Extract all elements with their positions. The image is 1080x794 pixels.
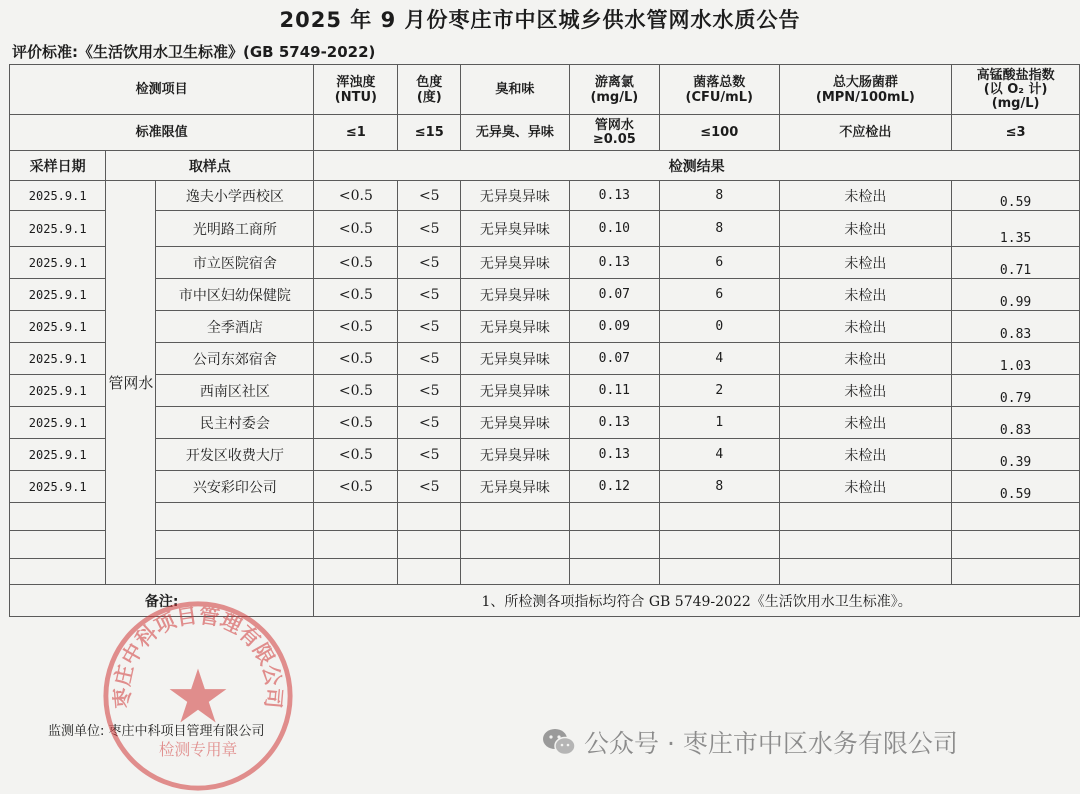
empty-cell <box>659 559 779 585</box>
row-date: 2025.9.1 <box>10 343 106 375</box>
header-permanganate: 高锰酸盐指数 (以 O₂ 计) (mg/L) <box>952 65 1080 115</box>
row-chlorine: 0.11 <box>569 375 659 407</box>
row-date: 2025.9.1 <box>10 439 106 471</box>
row-odor: 无异臭异味 <box>461 211 570 247</box>
row-color: <5 <box>398 181 461 211</box>
row-chlorine: 0.07 <box>569 343 659 375</box>
water-quality-table <box>9 64 1080 617</box>
row-color: <5 <box>398 375 461 407</box>
table-row <box>10 211 1080 247</box>
row-coliform: 未检出 <box>779 311 952 343</box>
row-chlorine: 0.10 <box>569 211 659 247</box>
row-bacteria: 4 <box>659 439 779 471</box>
row-permanganate: 1.35 <box>952 211 1080 247</box>
empty-cell <box>156 531 314 559</box>
row-coliform: 未检出 <box>779 471 952 503</box>
empty-cell <box>569 531 659 559</box>
row-date: 2025.9.1 <box>10 211 106 247</box>
empty-cell <box>398 559 461 585</box>
row-chlorine: 0.09 <box>569 311 659 343</box>
limits-label: 标准限值 <box>10 115 314 151</box>
row-turbidity: <0.5 <box>314 439 398 471</box>
row-color: <5 <box>398 311 461 343</box>
row-chlorine: 0.13 <box>569 247 659 279</box>
row-bacteria: 6 <box>659 247 779 279</box>
limit-turbidity: ≤1 <box>314 115 398 151</box>
row-coliform: 未检出 <box>779 279 952 311</box>
row-odor: 无异臭异味 <box>461 247 570 279</box>
pipe-water-label: 管网水 <box>106 181 156 585</box>
row-permanganate: 0.99 <box>952 279 1080 311</box>
subheader-date: 采样日期 <box>10 151 106 181</box>
empty-cell <box>952 531 1080 559</box>
seal-text: 枣庄中科项目管理有限公司 <box>109 603 287 710</box>
page-title: 2025 年 9 月份枣庄市中区城乡供水管网水水质公告 <box>279 8 801 32</box>
limit-color: ≤15 <box>398 115 461 151</box>
row-site: 逸夫小学西校区 <box>156 181 314 211</box>
row-date: 2025.9.1 <box>10 181 106 211</box>
row-odor: 无异臭异味 <box>461 181 570 211</box>
row-site: 兴安彩印公司 <box>156 471 314 503</box>
limit-coliform: 不应检出 <box>779 115 952 151</box>
empty-cell <box>952 503 1080 531</box>
table-row <box>10 407 1080 439</box>
row-permanganate: 1.03 <box>952 343 1080 375</box>
empty-cell <box>10 559 106 585</box>
seal-subtext: 检测专用章 <box>158 739 238 759</box>
row-site: 民主村委会 <box>156 407 314 439</box>
header-coliform: 总大肠菌群 (MPN/100mL) <box>779 65 952 115</box>
limit-bacteria: ≤100 <box>659 115 779 151</box>
empty-cell <box>398 531 461 559</box>
empty-cell <box>156 559 314 585</box>
row-odor: 无异臭异味 <box>461 407 570 439</box>
subheader-results: 检测结果 <box>314 151 1080 181</box>
row-turbidity: <0.5 <box>314 471 398 503</box>
row-color: <5 <box>398 247 461 279</box>
row-site: 公司东郊宿舍 <box>156 343 314 375</box>
row-turbidity: <0.5 <box>314 311 398 343</box>
header-bacteria: 菌落总数 (CFU/mL) <box>659 65 779 115</box>
row-color: <5 <box>398 407 461 439</box>
row-bacteria: 6 <box>659 279 779 311</box>
watermark <box>542 724 958 760</box>
row-color: <5 <box>398 279 461 311</box>
row-site: 全季酒店 <box>156 311 314 343</box>
empty-cell <box>461 559 570 585</box>
subheader-site: 取样点 <box>106 151 314 181</box>
monitor-unit: 监测单位: 枣庄中科项目管理有限公司 <box>48 724 265 739</box>
row-permanganate: 0.39 <box>952 439 1080 471</box>
header-color: 色度 (度) <box>398 65 461 115</box>
empty-cell <box>659 503 779 531</box>
row-date: 2025.9.1 <box>10 471 106 503</box>
empty-row <box>10 503 1080 531</box>
table-row <box>10 375 1080 407</box>
row-odor: 无异臭异味 <box>461 439 570 471</box>
header-turbidity: 浑浊度 (NTU) <box>314 65 398 115</box>
row-coliform: 未检出 <box>779 247 952 279</box>
row-turbidity: <0.5 <box>314 375 398 407</box>
empty-cell <box>461 531 570 559</box>
row-bacteria: 8 <box>659 471 779 503</box>
row-permanganate: 0.83 <box>952 311 1080 343</box>
row-coliform: 未检出 <box>779 375 952 407</box>
empty-cell <box>156 503 314 531</box>
row-odor: 无异臭异味 <box>461 343 570 375</box>
limits-row <box>10 115 1080 151</box>
empty-cell <box>398 503 461 531</box>
table-row <box>10 279 1080 311</box>
row-color: <5 <box>398 343 461 375</box>
row-date: 2025.9.1 <box>10 311 106 343</box>
row-chlorine: 0.13 <box>569 181 659 211</box>
row-color: <5 <box>398 211 461 247</box>
row-chlorine: 0.13 <box>569 439 659 471</box>
row-permanganate: 0.83 <box>952 407 1080 439</box>
svg-text:枣庄中科项目管理有限公司 <box>110 603 286 709</box>
empty-cell <box>314 559 398 585</box>
empty-cell <box>952 559 1080 585</box>
row-coliform: 未检出 <box>779 407 952 439</box>
row-turbidity: <0.5 <box>314 407 398 439</box>
watermark-text: 公众号 · 枣庄市中区水务有限公司 <box>584 729 958 758</box>
row-permanganate: 0.71 <box>952 247 1080 279</box>
notes-label: 备注: <box>10 585 314 617</box>
row-date: 2025.9.1 <box>10 279 106 311</box>
limit-permanganate: ≤3 <box>952 115 1080 151</box>
table-row <box>10 439 1080 471</box>
row-coliform: 未检出 <box>779 439 952 471</box>
empty-cell <box>314 503 398 531</box>
row-turbidity: <0.5 <box>314 247 398 279</box>
row-permanganate: 0.79 <box>952 375 1080 407</box>
wechat-icon <box>542 727 576 757</box>
row-bacteria: 4 <box>659 343 779 375</box>
evaluation-standard: 评价标准:《生活饮用水卫生标准》(GB 5749-2022) <box>12 43 376 61</box>
empty-cell <box>779 503 952 531</box>
empty-cell <box>10 531 106 559</box>
row-chlorine: 0.07 <box>569 279 659 311</box>
empty-cell <box>314 531 398 559</box>
row-turbidity: <0.5 <box>314 279 398 311</box>
row-site: 市中区妇幼保健院 <box>156 279 314 311</box>
limit-odor: 无异臭、异味 <box>461 115 570 151</box>
subheader-row <box>10 151 1080 181</box>
row-bacteria: 1 <box>659 407 779 439</box>
row-chlorine: 0.13 <box>569 407 659 439</box>
empty-cell <box>779 559 952 585</box>
row-turbidity: <0.5 <box>314 211 398 247</box>
row-bacteria: 0 <box>659 311 779 343</box>
row-chlorine: 0.12 <box>569 471 659 503</box>
row-odor: 无异臭异味 <box>461 375 570 407</box>
notes-row <box>10 585 1080 617</box>
official-seal <box>100 598 296 794</box>
empty-row <box>10 559 1080 585</box>
row-bacteria: 2 <box>659 375 779 407</box>
row-bacteria: 8 <box>659 211 779 247</box>
header-row <box>10 65 1080 115</box>
row-bacteria: 8 <box>659 181 779 211</box>
row-site: 开发区收费大厅 <box>156 439 314 471</box>
row-date: 2025.9.1 <box>10 407 106 439</box>
row-site: 光明路工商所 <box>156 211 314 247</box>
table-row <box>10 181 1080 211</box>
empty-cell <box>659 531 779 559</box>
row-turbidity: <0.5 <box>314 181 398 211</box>
empty-cell <box>569 559 659 585</box>
header-odor: 臭和味 <box>461 65 570 115</box>
row-permanganate: 0.59 <box>952 471 1080 503</box>
table-row <box>10 471 1080 503</box>
row-site: 市立医院宿舍 <box>156 247 314 279</box>
row-turbidity: <0.5 <box>314 343 398 375</box>
table-row <box>10 247 1080 279</box>
limit-chlorine: 管网水 ≥0.05 <box>569 115 659 151</box>
row-color: <5 <box>398 471 461 503</box>
empty-row <box>10 531 1080 559</box>
header-item: 检测项目 <box>10 65 314 115</box>
empty-cell <box>779 531 952 559</box>
row-odor: 无异臭异味 <box>461 471 570 503</box>
row-site: 西南区社区 <box>156 375 314 407</box>
table-row <box>10 343 1080 375</box>
row-permanganate: 0.59 <box>952 181 1080 211</box>
notes-text: 1、所检测各项指标均符合 GB 5749-2022《生活饮用水卫生标准》。 <box>314 585 1080 617</box>
row-coliform: 未检出 <box>779 181 952 211</box>
table-row <box>10 311 1080 343</box>
empty-cell <box>461 503 570 531</box>
row-odor: 无异臭异味 <box>461 279 570 311</box>
header-chlorine: 游离氯 (mg/L) <box>569 65 659 115</box>
row-coliform: 未检出 <box>779 211 952 247</box>
empty-cell <box>10 503 106 531</box>
row-odor: 无异臭异味 <box>461 311 570 343</box>
row-date: 2025.9.1 <box>10 247 106 279</box>
row-coliform: 未检出 <box>779 343 952 375</box>
empty-cell <box>569 503 659 531</box>
row-color: <5 <box>398 439 461 471</box>
row-date: 2025.9.1 <box>10 375 106 407</box>
